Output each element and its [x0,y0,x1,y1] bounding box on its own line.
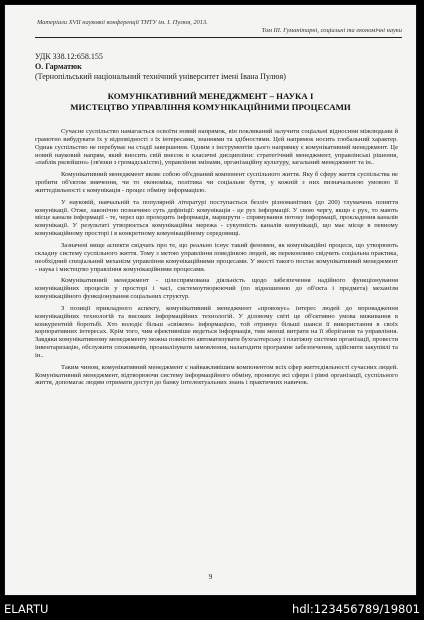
author-name: О. Гарматюк [35,62,82,71]
header-volume-line: Том ІІІ. Гуманітарні, соціальні та економічні науки [261,27,402,34]
paragraph: Таким чином, комунікативний менеджмент є найважливішим компонентом всіх сфер життєдіяльності сучасних людей. Комунікативний менеджмент, відтворюючи систему інформаційного обміну, пронизує всі сфери і рівні організації, суспільного життя, допомагає людям отримати доступ до банку інтелектуальних знань і практичних навичок. [35,363,398,387]
title-line-2: МИСТЕЦТВО УПРАВЛІННЯ КОМУНІКАЦІЙНИМИ ПРОЦЕСАМИ [70,102,351,112]
paragraph: З позиції прикладного аспекту, комунікативний менеджмент «провокує» інтерес людей до впровадження комунікаційних технологій та високих інформаційних технологій. У діловому світі це об'єктивно умова виживання в конкурентній боротьбі. Хто володіє більш «свіжою» інформацією, той отримує більші шанси її використання в своїх корпоративних інтересах. Крім того, чим ефективніше ведеться інформація, тим менші витрати на її зберігання та управління. Завдяки комунікативному менеджменту можна повністю автоматизувати бухгалтерську і платіжну системи організації, провести інвентаризацію, обслужити споживачів, проаналізувати замовлення, налагодити програмне забезпечення, здійснити закупівлі та ін.. [35,304,398,359]
paragraph: Комунікативний менеджмент являє собою об'єднаний компонент суспільного життя. Яку б сферу життя суспільства не зробити об'єктом вивчення, чи то економіка, політика чи соціальне буття, у кожній з них визначальною умовою її життєдіяльності є комунікація - процес обміну інформацією. [35,171,398,194]
paragraph: Сучасне суспільство намагається освоїти новий напрямок, він покликаний залучити соціальні відносини міжлюдьми й грамотно вибудувати їх у відповідності з їх інтересами, знаннями та здібностями. Цей напрямок носить глобальний характер. Однак суспільство не перебуває на стадії завершення. Одним з інструментів цього напрямку є комунікативний менеджмент. Це новий науковий напрям, який вносить свій внесок в класичні дисципліни: стратегічний менеджмент, управлінські рішення, «паблік рилейшнз» (зв'язки з громадськістю), управління змінами, організаційну культуру, загальний менеджмент та ін.. [35,128,398,167]
udc-code: УДК 338.12:658.155 [35,52,103,61]
author-affiliation: (Тернопільський національний технічний університет імені Івана Пулюя) [35,72,286,81]
article-meta [35,52,286,82]
document-page [4,4,417,596]
paragraph: Зазначені вище аспекти свідчать про те, що реально існує такий феномен, як комунікаційні процеси, що утворюють складну систему суспільного життя. Тому з метою управління поведінкою людей, як переконливо свідчить соціальна практика, необхідний спеціальний механізм управління комунікаційними процесами. У якості такого постає комунікативний менеджмент - наука і мистецтво управління комунікаційними процесами. [35,241,398,273]
article-title [25,91,396,113]
paragraph: Комунікативний менеджмент - цілеспрямована діяльність щодо забезпечення надійного функціонування комунікаційних процесів у просторі і часі, системоутворюючий (по відношенню до об'єкта і предмета) механізм комунікаційного функціонування соціальних структур. [35,277,398,301]
repository-footer [0,600,424,620]
repository-name: ELARTU [4,602,49,616]
header-conference-line: Матеріали XVII наукової конференції ТНТУ ім. І. Пулюя, 2013. [37,19,208,26]
header-rule [35,37,402,38]
article-body [35,128,398,391]
page-number: 9 [208,572,213,581]
handle-id: hdl:123456789/19801 [292,602,420,616]
paragraph: У науковій, навчальній та популярній літературі поступається безліч різноманітних (до 200) тлумачень поняття комунікації. Отже, лаконічно позначимо суть дефініції: комунікація - це рух інформації. У свою чергу, якщо є рух, то мають місце канали інформації - те, через що проходить інформація, маршрути - спрямування потоку інформації, прокладення каналів комунікації. У результаті утворюється комунікаційна мережа - сукупність каналів комунікації, що має місце в певному комунікаційному просторі і в конкретному комунікаційному середовищі. [35,198,398,238]
title-line-1: КОМУНІКАТИВНИЙ МЕНЕДЖМЕНТ – НАУКА І [107,91,314,101]
running-header [35,19,402,38]
